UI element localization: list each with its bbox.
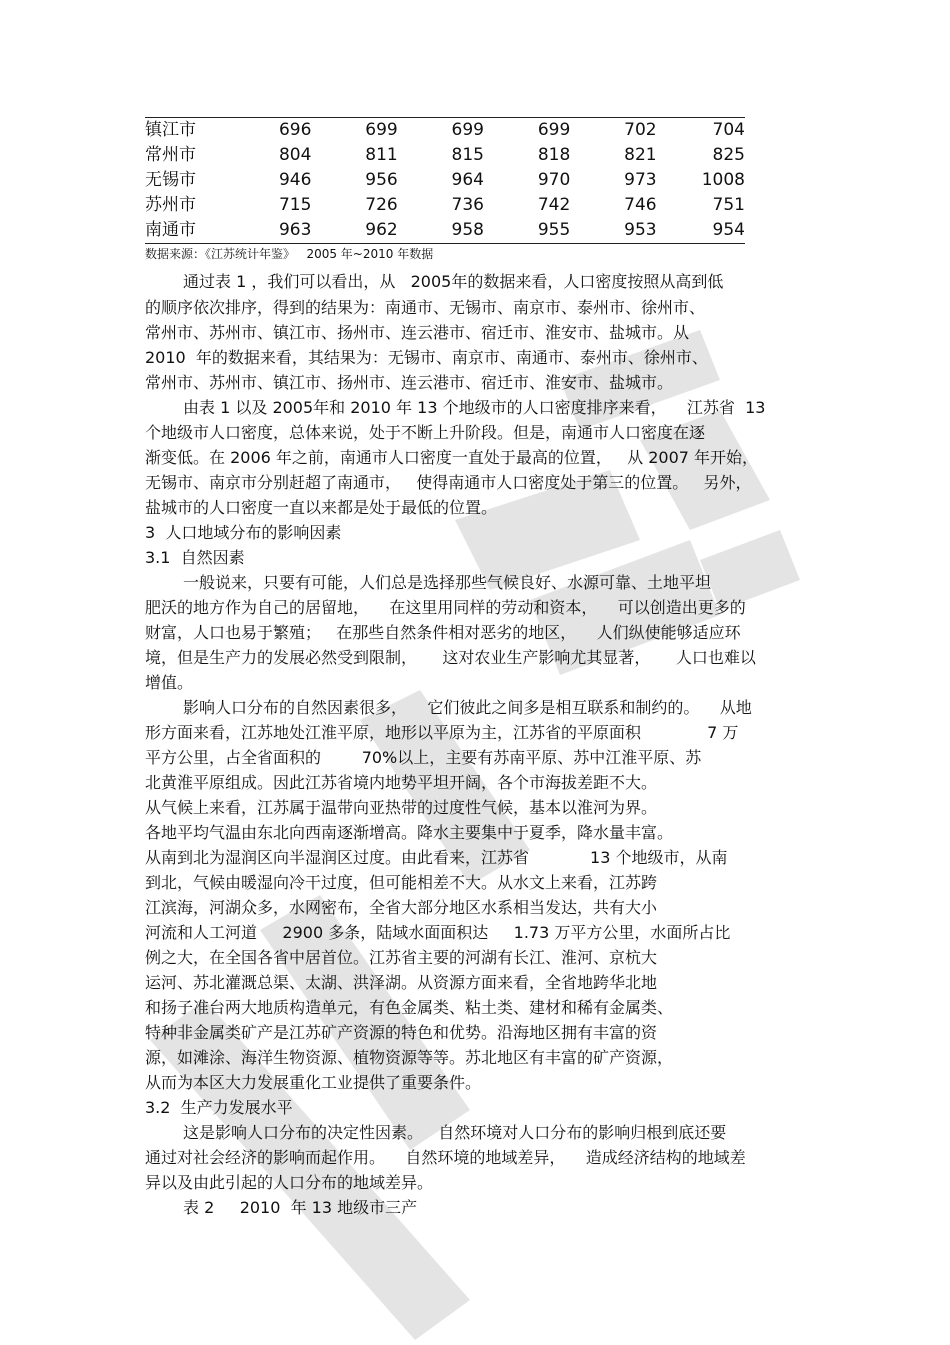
- city-name-cell: 苏州市: [145, 195, 196, 215]
- paragraph-line: 从气候上来看，江苏属于温带向亚热带的过度性气候，基本以淮河为界。: [145, 798, 658, 817]
- density-value-cell: 954: [712, 220, 745, 240]
- density-value-cell: 704: [712, 120, 745, 140]
- density-value-cell: 825: [712, 145, 745, 165]
- paragraph-line: 影响人口分布的自然因素很多， 它们彼此之间多是相互联系和制约的。 从地: [183, 698, 752, 717]
- density-value-cell: 821: [624, 145, 657, 165]
- paragraph-line: 肥沃的地方作为自己的居留地， 在这里用同样的劳动和资本， 可以创造出更多的: [145, 598, 746, 617]
- paragraph-line: 的顺序依次排序，得到的结果为：南通市、无锡市、南京市、泰州市、徐州市、: [145, 298, 706, 317]
- paragraph-line: 各地平均气温由东北向西南逐渐增高。降水主要集中于夏季，降水量丰富。: [145, 823, 674, 842]
- density-value-cell: 746: [624, 195, 657, 215]
- table-row: [145, 118, 745, 144]
- density-value-cell: 811: [365, 145, 398, 165]
- density-value-cell: 955: [537, 220, 571, 240]
- paragraph-line: 例之大，在全国各省中居首位。江苏省主要的河湖有长江、淮河、京杭大: [145, 948, 658, 967]
- paragraph-line: 江滨海，河湖众多，水网密布，全省大部分地区水系相当发达，共有大小: [145, 898, 658, 917]
- section-heading: 3 人口地域分布的影响因素: [145, 523, 342, 542]
- paragraph-line: 增值。: [145, 673, 194, 692]
- density-value-cell: 963: [278, 220, 312, 240]
- population-density-table: [145, 117, 745, 244]
- density-value-cell: 751: [712, 195, 745, 215]
- subsection-heading: 3.1 自然因素: [145, 548, 245, 567]
- paragraph-line: 2010 年的数据来看，其结果为：无锡市、南京市、南通市、泰州市、徐州市、: [145, 348, 708, 367]
- density-value-cell: 953: [624, 220, 657, 240]
- paragraph-line: 无锡市、南京市分别赶超了南通市， 使得南通市人口密度处于第三的位置。 另外，: [145, 473, 752, 492]
- paragraph-line: 特种非金属类矿产是江苏矿产资源的特色和优势。沿海地区拥有丰富的资: [145, 1023, 658, 1042]
- density-value-cell: 726: [365, 195, 398, 215]
- density-value-cell: 956: [365, 170, 398, 190]
- density-value-cell: 973: [624, 170, 657, 190]
- paragraph-line: 从南到北为湿润区向半湿润区过度。由此看来，江苏省 13 个地级市，从南: [145, 848, 728, 867]
- city-name-cell: 南通市: [145, 220, 196, 240]
- city-name-cell: 镇江市: [145, 120, 196, 140]
- paragraph-line: 一般说来，只要有可能，人们总是选择那些气候良好、水源可靠、土地平坦: [183, 573, 712, 592]
- paragraph-line: 到北，气候由暖湿向冷干过度，但可能相差不大。从水文上来看，江苏跨: [145, 873, 658, 892]
- density-value-cell: 696: [278, 120, 312, 140]
- city-name-cell: 常州市: [145, 145, 196, 165]
- paragraph-line: 个地级市人口密度，总体来说，处于不断上升阶段。但是，南通市人口密度在逐: [145, 423, 706, 442]
- paragraph-line: 河流和人工河道 2900 多条，陆域水面面积达 1.73 万平方公里，水面所占比: [145, 923, 731, 942]
- subsection-heading: 3.2 生产力发展水平: [145, 1098, 293, 1117]
- paragraph-line: 盐城市的人口密度一直以来都是处于最低的位置。: [145, 498, 498, 517]
- density-value-cell: 742: [537, 195, 571, 215]
- density-value-cell: 736: [451, 195, 484, 215]
- density-value-cell: 964: [451, 170, 484, 190]
- paragraph-line: 常州市、苏州市、镇江市、扬州市、连云港市、宿迁市、淮安市、盐城市。: [145, 373, 674, 392]
- table-caption: 表 2 2010 年 13 地级市三产: [183, 1198, 418, 1217]
- table-row: [145, 143, 745, 168]
- paragraph-line: 境，但是生产力的发展必然受到限制， 这对农业生产影响尤其显著， 人口也难以: [145, 648, 756, 667]
- paragraph-line: 北黄淮平原组成。因此江苏省境内地势平坦开阔，各个市海拔差距不大。: [145, 773, 658, 792]
- density-value-cell: 699: [365, 120, 398, 140]
- paragraph-line: 常州市、苏州市、镇江市、扬州市、连云港市、宿迁市、淮安市、盐城市。从: [145, 323, 690, 342]
- paragraph-line: 运河、苏北灌溉总渠、太湖、洪泽湖。从资源方面来看，全省地跨华北地: [145, 973, 658, 992]
- paragraph-line: 源，如滩涂、海洋生物资源、植物资源等等。苏北地区有丰富的矿产资源，: [145, 1048, 674, 1067]
- paragraph-line: 从而为本区大力发展重化工业提供了重要条件。: [145, 1073, 482, 1092]
- city-name-cell: 无锡市: [145, 170, 196, 190]
- paragraph-line: 这是影响人口分布的决定性因素。 自然环境对人口分布的影响归根到底还要: [183, 1123, 727, 1142]
- paragraph-line: 和扬子准台两大地质构造单元，有色金属类、粘土类、建材和稀有金属类、: [145, 998, 674, 1017]
- density-value-cell: 1008: [701, 170, 745, 190]
- density-value-cell: 699: [537, 120, 571, 140]
- data-source-note: 数据来源：《江苏统计年鉴》 2005 年~2010 年数据: [145, 247, 434, 261]
- density-value-cell: 962: [365, 220, 398, 240]
- paragraph-line: 异以及由此引起的人口分布的地域差异。: [145, 1173, 434, 1192]
- paragraph-line: 由表 1 以及 2005年和 2010 年 13 个地级市的人口密度排序来看， 江苏省 13: [183, 398, 766, 417]
- table-row: [145, 168, 745, 193]
- density-value-cell: 815: [451, 145, 484, 165]
- density-value-cell: 715: [278, 195, 312, 215]
- paragraph-line: 通过对社会经济的影响而起作用。 自然环境的地域差异， 造成经济结构的地域差: [145, 1148, 746, 1167]
- paragraph-line: 渐变低。在 2006 年之前，南通市人口密度一直处于最高的位置， 从 2007 年开始，: [145, 448, 759, 467]
- density-value-cell: 699: [451, 120, 484, 140]
- paragraph-line: 财富，人口也易于繁殖； 在那些自然条件相对恶劣的地区， 人们纵使能够适应环: [145, 623, 741, 642]
- paragraph-line: 平方公里，占全省面积的 70%以上，主要有苏南平原、苏中江淮平原、苏: [145, 748, 702, 767]
- density-value-cell: 946: [278, 170, 312, 190]
- table-row: [145, 218, 745, 244]
- density-value-cell: 958: [451, 220, 484, 240]
- density-value-cell: 970: [537, 170, 571, 190]
- table-row: [145, 193, 745, 218]
- density-value-cell: 818: [537, 145, 571, 165]
- paragraph-line: 形方面来看，江苏地处江淮平原，地形以平原为主，江苏省的平原面积 7 万: [145, 723, 739, 742]
- density-value-cell: 702: [624, 120, 657, 140]
- paragraph-line: 通过表 1 ，我们可以看出，从 2005年的数据来看，人口密度按照从高到低: [183, 272, 724, 291]
- density-value-cell: 804: [278, 145, 312, 165]
